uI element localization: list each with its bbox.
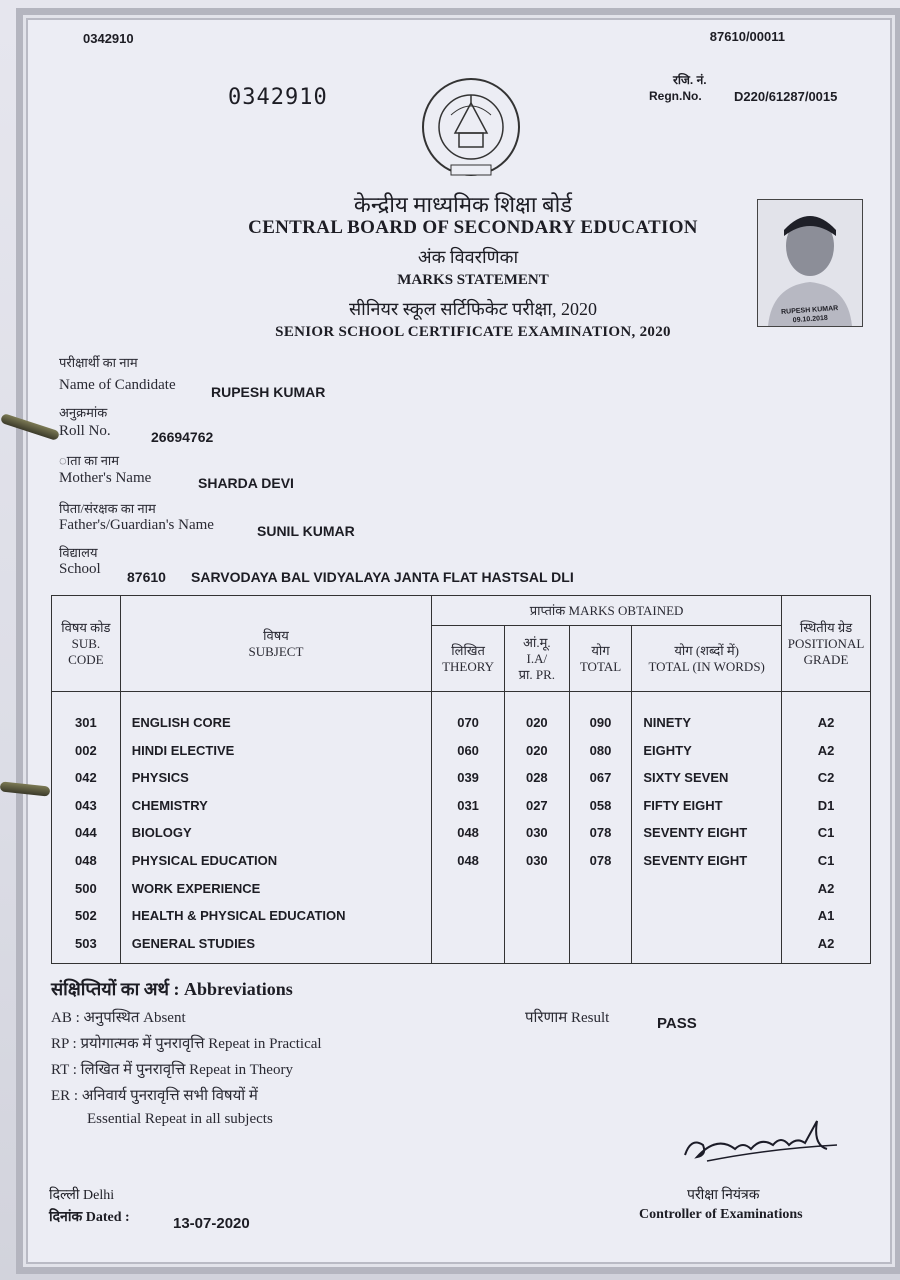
theory-marks: 039 <box>457 770 479 786</box>
controller-hindi: परीक्षा नियंत्रक <box>687 1188 760 1203</box>
school-label: School <box>59 561 101 577</box>
mother-label: Mother's Name <box>59 470 152 486</box>
total-in-words: EIGHTY <box>643 742 692 758</box>
theory-column <box>433 693 503 957</box>
regn-label-hindi: रजि. नं. <box>673 73 707 87</box>
subject-name: HINDI ELECTIVE <box>131 742 235 758</box>
total-in-words <box>633 930 780 958</box>
exam-name: SENIOR SCHOOL CERTIFICATE EXAMINATION, 2020 <box>275 324 671 340</box>
abbreviations-title: संक्षिप्तियों का अर्थ : Abbreviations <box>51 979 293 999</box>
subject-column <box>122 693 430 957</box>
code-header-line2: CODE <box>68 651 104 667</box>
total-marks: 078 <box>589 852 612 868</box>
theory-header <box>432 626 505 692</box>
mother-name: SHARDA DEVI <box>198 475 294 491</box>
marks-header-hindi: प्राप्तांक <box>529 602 566 618</box>
ia-marks <box>506 875 568 903</box>
theory-marks: 060 <box>457 742 479 758</box>
doc-type: MARKS STATEMENT <box>397 272 549 288</box>
total-marks: 078 <box>589 825 612 841</box>
total-in-words: NINETY <box>643 715 692 730</box>
issue-date: 13-07-2020 <box>173 1215 250 1232</box>
positional-grade: A2 <box>817 715 835 730</box>
ia-marks: 028 <box>525 770 548 786</box>
total-in-words: FIFTY EIGHT <box>643 797 723 813</box>
marks-obtained-header <box>432 596 782 626</box>
mother-label-hindi: ाता का नाम <box>59 453 120 468</box>
theory-header-english: THEORY <box>442 658 495 674</box>
ia-header-english: I.A/ <box>526 650 548 666</box>
subject-name: ENGLISH CORE <box>131 715 231 730</box>
positional-grade: D1 <box>817 797 835 813</box>
subject-name: PHYSICAL EDUCATION <box>131 852 278 868</box>
total-in-words: SEVENTY EIGHT <box>643 852 748 868</box>
positional-grade: C2 <box>817 770 835 786</box>
ia-marks <box>506 902 568 930</box>
subject-header-english: SUBJECT <box>248 643 304 659</box>
controller-signature-icon <box>677 1115 847 1175</box>
subject-name: GENERAL STUDIES <box>131 935 256 951</box>
ia-marks: 020 <box>525 715 548 730</box>
grade-column <box>783 693 869 957</box>
roll-number: 26694762 <box>151 429 214 445</box>
ia-header <box>504 626 569 692</box>
ia-marks: 030 <box>525 852 548 868</box>
positional-grade: A1 <box>817 908 835 924</box>
words-header-hindi: योग (शब्दों में) <box>674 642 739 658</box>
result-value: PASS <box>657 1015 697 1032</box>
total-in-words <box>633 902 780 930</box>
controller-title: Controller of Examinations <box>639 1207 803 1222</box>
positional-grade: A2 <box>817 742 835 758</box>
board-name-hindi: केन्द्रीय माध्यमिक शिक्षा बोर्ड <box>353 192 573 217</box>
positional-grade: A2 <box>817 880 835 896</box>
total-marks <box>571 930 631 958</box>
subject-name: PHYSICS <box>131 770 189 786</box>
roll-label: Roll No. <box>59 423 111 439</box>
theory-marks: 070 <box>457 715 479 730</box>
abbr-essential-repeat: ER : अनिवार्य पुनरावृत्ति सभी विषयों में <box>51 1088 258 1104</box>
subject-code: 502 <box>75 908 97 924</box>
total-header-hindi: योग <box>591 642 610 658</box>
code-header-hindi: विषय कोड <box>61 619 111 635</box>
subject-code: 043 <box>75 797 97 813</box>
abbr-absent: AB : अनुपस्थित Absent <box>51 1010 186 1026</box>
subject-code: 042 <box>75 770 97 786</box>
marks-table <box>51 595 871 964</box>
roll-label-hindi: अनुक्रमांक <box>59 405 108 420</box>
top-serial: 0342910 <box>83 31 134 46</box>
marks-header-english: MARKS OBTAINED <box>568 602 684 618</box>
code-header-line1: SUB. <box>71 635 101 651</box>
result-label: परिणाम Result <box>525 1010 610 1026</box>
words-header-english: TOTAL (IN WORDS) <box>648 658 765 674</box>
ia-marks: 020 <box>525 742 548 758</box>
total-marks: 058 <box>589 797 612 813</box>
exam-name-hindi: सीनियर स्कूल सर्टिफिकेट परीक्षा, 2020 <box>349 299 597 319</box>
subject-code: 301 <box>75 715 97 730</box>
theory-header-hindi: लिखित <box>451 642 485 658</box>
total-in-words: SEVENTY EIGHT <box>643 825 748 841</box>
theory-marks <box>433 902 503 930</box>
total-marks: 080 <box>589 742 612 758</box>
marks-statement-sheet <box>16 8 900 1274</box>
code-header <box>52 596 121 692</box>
total-header <box>569 626 632 692</box>
positional-grade: A2 <box>817 935 835 951</box>
photo-date: 09.10.2018 <box>792 314 829 325</box>
regn-label: Regn.No. <box>649 89 702 103</box>
father-label: Father's/Guardian's Name <box>59 517 214 533</box>
father-label-hindi: पिता/संरक्षक का नाम <box>59 501 156 516</box>
theory-marks: 048 <box>457 852 479 868</box>
subject-code: 044 <box>75 825 97 841</box>
name-label: Name of Candidate <box>59 377 176 393</box>
table-body-row <box>52 692 871 964</box>
total-marks: 067 <box>589 770 612 786</box>
candidate-name: RUPESH KUMAR <box>211 384 326 400</box>
total-marks <box>571 902 631 930</box>
abbr-repeat-practical: RP : प्रयोगात्मक में पुनरावृत्ति Repeat in Practical <box>51 1036 322 1052</box>
ia-marks <box>506 930 568 958</box>
regn-number: D220/61287/0015 <box>734 89 838 104</box>
candidate-photo <box>757 199 863 327</box>
grade-header <box>782 596 871 692</box>
subject-name: HEALTH & PHYSICAL EDUCATION <box>131 908 346 924</box>
name-label-hindi: परीक्षार्थी का नाम <box>59 355 138 370</box>
subject-code: 002 <box>75 742 97 758</box>
theory-marks: 031 <box>457 797 479 813</box>
place: दिल्ली Delhi <box>49 1188 115 1203</box>
photo-name: RUPESH KUMAR <box>780 305 839 316</box>
subject-name: CHEMISTRY <box>131 797 208 813</box>
subject-code: 500 <box>75 880 97 896</box>
doc-type-hindi: अंक विवरणिका <box>417 247 519 267</box>
words-column <box>633 693 780 957</box>
subject-code: 048 <box>75 852 97 868</box>
ia-column <box>506 693 568 957</box>
words-header <box>632 626 782 692</box>
subject-header-hindi: विषय <box>263 627 289 643</box>
theory-marks <box>433 930 503 958</box>
grade-header-hindi: स्थितीय ग्रेड <box>799 619 853 635</box>
theory-marks: 048 <box>457 825 479 841</box>
school-name: SARVODAYA BAL VIDYALAYA JANTA FLAT HASTSAL DLI <box>191 569 574 585</box>
ia-header-pr: प्रा. PR. <box>518 666 556 682</box>
code-column <box>53 693 119 957</box>
ia-marks: 027 <box>525 797 548 813</box>
ia-marks: 030 <box>525 825 548 841</box>
total-in-words: SIXTY SEVEN <box>643 770 729 786</box>
subject-header <box>120 596 431 692</box>
subject-name: BIOLOGY <box>131 825 192 841</box>
subject-name: WORK EXPERIENCE <box>131 880 261 896</box>
cbse-logo-icon <box>415 75 527 183</box>
school-label-hindi: विद्यालय <box>59 545 98 560</box>
school-code: 87610 <box>127 569 166 585</box>
abbr-essential-repeat-en: Essential Repeat in all subjects <box>87 1111 273 1127</box>
total-marks: 090 <box>589 715 612 730</box>
board-name: CENTRAL BOARD OF SECONDARY EDUCATION <box>248 217 698 238</box>
top-reference: 87610/00011 <box>709 29 785 44</box>
positional-grade: C1 <box>817 852 835 868</box>
dated-label: दिनांक Dated : <box>49 1210 130 1225</box>
total-in-words <box>633 875 780 903</box>
total-header-english: TOTAL <box>579 658 622 674</box>
abbr-repeat-theory: RT : लिखित में पुनरावृत्ति Repeat in Theory <box>51 1062 293 1078</box>
father-name: SUNIL KUMAR <box>257 523 355 539</box>
ia-header-hindi: आं.मू. <box>523 634 551 650</box>
total-column <box>571 693 631 957</box>
serial-number: 0342910 <box>228 85 328 110</box>
grade-header-line2: GRADE <box>803 651 849 667</box>
theory-marks <box>433 875 503 903</box>
grade-header-line1: POSITIONAL <box>787 635 865 651</box>
total-marks <box>571 875 631 903</box>
subject-code: 503 <box>75 935 97 951</box>
positional-grade: C1 <box>817 825 835 841</box>
